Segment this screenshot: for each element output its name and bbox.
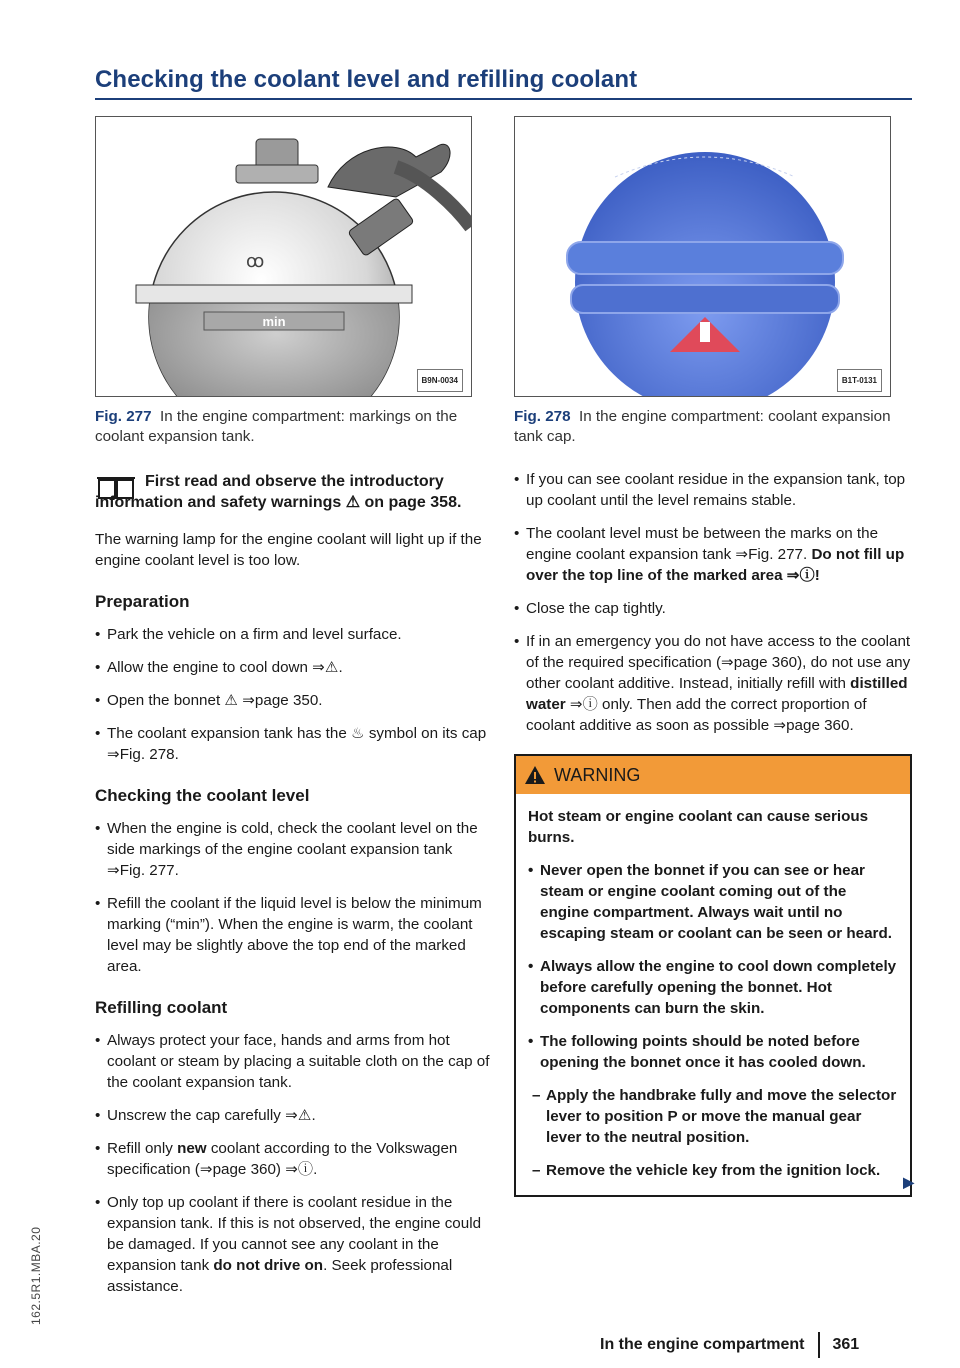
warning-item: • The following points should be noted before opening the bonnet once it has cooled down. — [528, 1031, 898, 1073]
notice-text: First read and observe the introductory information and safety warnings ⚠ on page 358. — [95, 473, 462, 511]
notice-block — [95, 471, 490, 513]
title-rule — [95, 98, 912, 100]
min-marking-label: min — [262, 314, 286, 329]
figure-code: B9N-0034 — [417, 369, 463, 392]
side-code: 162.5R1.MBA.20 — [29, 1226, 43, 1325]
expansion-tank-cap-illustration — [515, 117, 890, 396]
list-item: • Always protect your face, hands and arms from hot coolant or steam by placing a suitable cloth on the cap of the coolant expansion tank. — [95, 1030, 490, 1093]
warning-triangle-icon — [524, 765, 546, 785]
warning-box — [514, 754, 912, 1197]
figure-277 — [95, 116, 472, 397]
list-item: • If in an emergency you do not have access to the coolant of the required specification (⇒page 360), do not use any other coolant additive. Instead, initially refill with distilled water ⇒ⓘ only. Then add the correct proportion of coolant additive as soon as possible ⇒page 360. — [514, 631, 912, 736]
svg-text:ꝏ: ꝏ — [246, 251, 265, 271]
list-item: • When the engine is cold, check the coolant level on the side markings of the engine coolant expansion tank ⇒Fig. 277. — [95, 818, 490, 881]
footer-divider — [818, 1332, 820, 1358]
warning-body — [516, 794, 914, 1195]
warning-lead: Hot steam or engine coolant can cause serious burns. — [528, 808, 869, 846]
refilling-heading: Refilling coolant — [95, 998, 228, 1017]
warning-item: • Never open the bonnet if you can see or hear steam or engine coolant coming out of the engine compartment. Always wait until no escaping steam or coolant can be seen or heard. — [528, 860, 898, 944]
figure-278 — [514, 116, 891, 397]
coolant-tank-illustration — [96, 117, 471, 396]
figure-code: B1T-0131 — [837, 369, 882, 392]
page-footer — [600, 1332, 859, 1358]
footer-section: In the engine compartment — [600, 1336, 805, 1353]
checking-heading: Checking the coolant level — [95, 786, 310, 805]
list-item: • Refill only new coolant according to the Volkswagen specification (⇒page 360) ⇒ⓘ. — [95, 1138, 490, 1180]
warning-item: • Always allow the engine to cool down completely before carefully opening the bonnet. Hot components can burn the skin. — [528, 956, 898, 1019]
intro-text: The warning lamp for the engine coolant will light up if the engine coolant level is too low. — [95, 531, 482, 569]
list-item: • Close the cap tightly. — [514, 598, 912, 619]
right-column — [514, 116, 912, 1197]
list-item: • Park the vehicle on a firm and level surface. — [95, 624, 490, 645]
list-item: • The coolant expansion tank has the ♨ symbol on its cap ⇒Fig. 278. — [95, 723, 490, 765]
page-number: 361 — [832, 1336, 860, 1353]
figure-caption: Fig. 277 In the engine compartment: markings on the coolant expansion tank. — [95, 408, 458, 445]
left-column — [95, 116, 490, 1297]
list-item: • If you can see coolant residue in the expansion tank, top up coolant until the level remains stable. — [514, 469, 912, 511]
book-icon — [95, 474, 137, 502]
list-item: • Only top up coolant if there is coolant residue in the expansion tank. If this is not observed, the engine could be damaged. If you cannot see any coolant in the expansion tank do not drive on. Seek professional assistance. — [95, 1192, 490, 1297]
preparation-heading: Preparation — [95, 592, 190, 611]
warning-subitem: – Remove the vehicle key from the ignition lock. — [528, 1160, 898, 1181]
continued-arrow-icon: ▶ — [903, 1174, 914, 1190]
list-item: • Open the bonnet ⚠ ⇒page 350. — [95, 690, 490, 711]
list-item: • Refill the coolant if the liquid level is below the minimum marking (“min”). When the engine is warm, the coolant level may be slightly above the top end of the marked area. — [95, 893, 490, 977]
page-title: Checking the coolant level and refilling coolant — [95, 66, 638, 93]
list-item: • Unscrew the cap carefully ⇒⚠. — [95, 1105, 490, 1126]
figure-caption: Fig. 278 In the engine compartment: coolant expansion tank cap. — [514, 408, 891, 445]
list-item: • Allow the engine to cool down ⇒⚠. — [95, 657, 490, 678]
list-item: • The coolant level must be between the marks on the engine coolant expansion tank ⇒Fig. 277. Do not fill up over the top line of the marked area ⇒ⓘ! — [514, 523, 912, 586]
warning-header — [516, 756, 910, 794]
warning-label: WARNING — [554, 764, 641, 785]
warning-subitem: – Apply the handbrake fully and move the selector lever to position P or move the manual gear lever to the neutral position. — [528, 1085, 898, 1148]
